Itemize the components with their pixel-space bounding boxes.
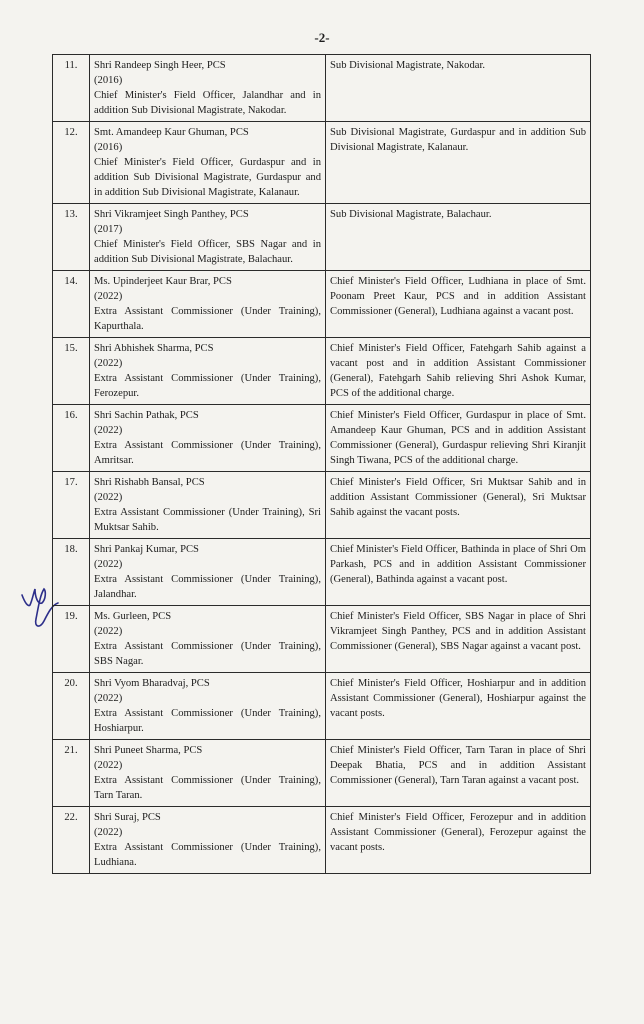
new-posting: Chief Minister's Field Officer, Hoshiarpur and in addition Assistant Commissioner (General), Hoshiarpur against the vacant posts. — [326, 673, 591, 740]
officer-name: Shri Pankaj Kumar, PCS — [94, 544, 199, 555]
new-posting: Chief Minister's Field Officer, Ferozepur and in addition Assistant Commissioner (General), Ferozepur against the vacant posts. — [326, 807, 591, 874]
table-row — [53, 539, 591, 606]
batch-year: (2022) — [94, 291, 123, 302]
current-posting: Extra Assistant Commissioner (Under Training), Sri Muktsar Sahib. — [94, 507, 321, 533]
batch-year: (2022) — [94, 827, 123, 838]
current-posting: Extra Assistant Commissioner (Under Training), Ferozepur. — [94, 373, 321, 399]
officer-cell — [90, 271, 326, 338]
batch-year: (2022) — [94, 492, 123, 503]
current-posting: Extra Assistant Commissioner (Under Training), SBS Nagar. — [94, 641, 321, 667]
officer-cell — [90, 122, 326, 204]
serial-number: 20. — [53, 673, 90, 740]
table-row — [53, 204, 591, 271]
officer-cell — [90, 204, 326, 271]
current-posting: Extra Assistant Commissioner (Under Training), Hoshiarpur. — [94, 708, 321, 734]
officer-name: Ms. Upinderjeet Kaur Brar, PCS — [94, 276, 232, 287]
table-row — [53, 472, 591, 539]
current-posting: Chief Minister's Field Officer, SBS Nagar and in addition Sub Divisional Magistrate, Balachaur. — [94, 239, 321, 265]
officer-name: Shri Vyom Bharadvaj, PCS — [94, 678, 210, 689]
serial-number: 13. — [53, 204, 90, 271]
table-row — [53, 122, 591, 204]
officer-name: Shri Sachin Pathak, PCS — [94, 410, 199, 421]
new-posting: Sub Divisional Magistrate, Nakodar. — [326, 55, 591, 122]
new-posting: Chief Minister's Field Officer, Ludhiana in place of Smt. Poonam Preet Kaur, PCS and in addition Assistant Commissioner (General), Ludhiana against a vacant post. — [326, 271, 591, 338]
serial-number: 12. — [53, 122, 90, 204]
table-row — [53, 807, 591, 874]
table-row — [53, 606, 591, 673]
table-row — [53, 740, 591, 807]
officer-cell — [90, 405, 326, 472]
new-posting: Chief Minister's Field Officer, Gurdaspur in place of Smt. Amandeep Kaur Ghuman, PCS and in addition Assistant Commissioner (General), Gurdaspur relieving Shri Kiranjit Singh Tiwana, PCS of the additional charge. — [326, 405, 591, 472]
table-row — [53, 55, 591, 122]
current-posting: Extra Assistant Commissioner (Under Training), Kapurthala. — [94, 306, 321, 332]
officer-cell — [90, 807, 326, 874]
table-row — [53, 271, 591, 338]
new-posting: Chief Minister's Field Officer, SBS Nagar in place of Shri Vikramjeet Singh Panthey, PCS and in addition Assistant Commissioner (General), SBS Nagar against a vacant post. — [326, 606, 591, 673]
officer-cell — [90, 55, 326, 122]
serial-number: 18. — [53, 539, 90, 606]
officer-name: Shri Randeep Singh Heer, PCS — [94, 60, 226, 71]
officer-cell — [90, 472, 326, 539]
current-posting: Extra Assistant Commissioner (Under Training), Amritsar. — [94, 440, 321, 466]
batch-year: (2022) — [94, 559, 123, 570]
serial-number: 21. — [53, 740, 90, 807]
officer-name: Shri Abhishek Sharma, PCS — [94, 343, 214, 354]
serial-number: 19. — [53, 606, 90, 673]
current-posting: Chief Minister's Field Officer, Jalandhar and in addition Sub Divisional Magistrate, Nakodar. — [94, 90, 321, 116]
table-row — [53, 405, 591, 472]
current-posting: Extra Assistant Commissioner (Under Training), Ludhiana. — [94, 842, 321, 868]
batch-year: (2022) — [94, 693, 123, 704]
serial-number: 16. — [53, 405, 90, 472]
new-posting: Sub Divisional Magistrate, Gurdaspur and in addition Sub Divisional Magistrate, Kalanaur. — [326, 122, 591, 204]
new-posting: Sub Divisional Magistrate, Balachaur. — [326, 204, 591, 271]
officer-name: Shri Suraj, PCS — [94, 812, 161, 823]
current-posting: Extra Assistant Commissioner (Under Training), Jalandhar. — [94, 574, 321, 600]
officer-name: Shri Vikramjeet Singh Panthey, PCS — [94, 209, 249, 220]
officer-cell — [90, 539, 326, 606]
serial-number: 15. — [53, 338, 90, 405]
batch-year: (2022) — [94, 760, 123, 771]
officer-cell — [90, 740, 326, 807]
current-posting: Extra Assistant Commissioner (Under Training), Tarn Taran. — [94, 775, 321, 801]
transfer-table — [52, 54, 591, 874]
officer-name: Smt. Amandeep Kaur Ghuman, PCS — [94, 127, 249, 138]
batch-year: (2017) — [94, 224, 123, 235]
serial-number: 17. — [53, 472, 90, 539]
batch-year: (2016) — [94, 75, 123, 86]
officer-name: Shri Puneet Sharma, PCS — [94, 745, 203, 756]
page-number: -2- — [314, 30, 330, 45]
serial-number: 22. — [53, 807, 90, 874]
officer-name: Ms. Gurleen, PCS — [94, 611, 172, 622]
new-posting: Chief Minister's Field Officer, Fatehgarh Sahib against a vacant post and in addition Assistant Commissioner (General), Fatehgarh Sahib relieving Shri Ashok Kumar, PCS of the additional charge. — [326, 338, 591, 405]
current-posting: Chief Minister's Field Officer, Gurdaspur and in addition Sub Divisional Magistrate, Gurdaspur and in addition Sub Divisional Magistrate, Kalanaur. — [94, 157, 321, 198]
officer-cell — [90, 606, 326, 673]
batch-year: (2016) — [94, 142, 123, 153]
officer-cell — [90, 338, 326, 405]
table-row — [53, 673, 591, 740]
table-row — [53, 338, 591, 405]
batch-year: (2022) — [94, 358, 123, 369]
officer-cell — [90, 673, 326, 740]
serial-number: 14. — [53, 271, 90, 338]
batch-year: (2022) — [94, 425, 123, 436]
batch-year: (2022) — [94, 626, 123, 637]
new-posting: Chief Minister's Field Officer, Tarn Taran in place of Shri Deepak Bhatia, PCS and in addition Assistant Commissioner (General), Tarn Taran against a vacant post. — [326, 740, 591, 807]
officer-name: Shri Rishabh Bansal, PCS — [94, 477, 205, 488]
serial-number: 11. — [53, 55, 90, 122]
new-posting: Chief Minister's Field Officer, Bathinda in place of Shri Om Parkash, PCS and in addition Assistant Commissioner (General), Bathinda against a vacant post. — [326, 539, 591, 606]
new-posting: Chief Minister's Field Officer, Sri Muktsar Sahib and in addition Assistant Commissioner (General), Sri Muktsar Sahib against the vacant posts. — [326, 472, 591, 539]
